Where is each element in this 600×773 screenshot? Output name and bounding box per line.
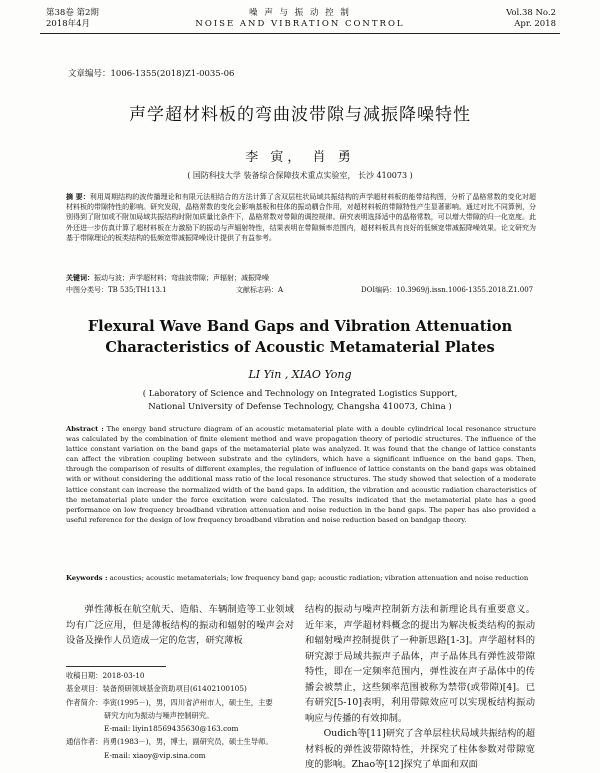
abstract-text-cn: 利用周期结构的波传播理论和有限元法相结合的方法计算了含双层柱状局域共振结构的声学超材料板的能带结构图，分析了晶格常数的变化对超材料板的带隙特性的影响。研究发现，晶格常数的变化会影响基板和柱体的振动耦合作用，对超材料板的带隙特性产生显著影响。通过对比不同算例，分别得到了附加或不附加局域共振结构时附加质量比条件下，晶格常数对带隙的调控规律。研究表明选择适中的晶格常数，可以增大带隙的归一化宽度。此外还进一步仿真计算了超材料板在力激励下的振动与声辐射特性，结果表明在带隙频率范围内，超材料板具有良好的低频宽带减振降噪效果。论文研究为基于带隙理论的板类结构的低频宽带减振降噪设计提供了有益参考。 — [66, 193, 537, 242]
journal-name-cn: 噪 声 与 振 动 控 制 — [249, 8, 351, 18]
date-cn: 2018年4月 — [46, 19, 91, 29]
journal-name — [40, 8, 560, 30]
chinese-keywords — [66, 273, 536, 283]
journal-volume-en — [506, 8, 556, 30]
english-authors: LI Yin , XIAO Yong — [248, 368, 352, 381]
abstract-label-en: Abstract : — [66, 425, 104, 433]
keywords-label-en: Keywords : — [66, 574, 108, 582]
english-affiliation — [0, 388, 600, 414]
volume-issue-en: Vol.38 No.2 — [506, 8, 556, 18]
fund-info: 基金项目：装备预研领域基金资助项目(61402100105) — [66, 684, 247, 694]
english-affiliation-line2: National University of Defense Technology, Changsha 410073, China ) — [148, 402, 452, 412]
doi: DOI编码：10.3969/j.issn.1006-1355.2018.Z1.007 — [361, 286, 534, 294]
body-column-left — [66, 602, 294, 649]
footnote — [66, 669, 296, 762]
body-paragraph: 结构的振动与噪声控制新方法和新理论具有重要意义。近年来，声学超材料概念的提出为解决板类结构的振动和辐射噪声控制提供了一种新思路[1-3]。声学超材料的研究源于局域共振声子晶体，声子晶体具有弹性波带隙特性，即在一定频率范围内，弹性波在声子晶体中的传播会被禁止，这些频率范围被称为禁带(或带隙)[4]。已有研究[5-10]表明，利用带隙效应可以实现板结构振动响应与传播的有效抑制。 — [305, 604, 535, 724]
chinese-authors: 李 寅， 肖 勇 — [245, 150, 355, 165]
received-date: 收稿日期：2018-03-10 — [66, 671, 145, 680]
header-rule — [40, 33, 560, 34]
running-header — [40, 6, 560, 38]
author-email: E-mail: liyin18569435630@163.com — [104, 724, 239, 734]
footnote-rule — [66, 666, 166, 667]
english-title-line2: Characteristics of Acoustic Metamaterial Plates — [105, 339, 495, 356]
author-bio-cont: 研究方向为振动与噪声控制研究。 — [104, 710, 214, 720]
keywords-label-cn: 关键词： — [66, 273, 94, 282]
body-paragraph: 弹性薄板在航空航天、造船、车辆制造等工业领域均有广泛应用，但是薄板结构的振动和辐射的噪声会对设备及操作人员造成一定的危害，研究薄板 — [66, 604, 294, 646]
english-title-line1: Flexural Wave Band Gaps and Vibration Attenuation — [87, 318, 513, 335]
body-paragraph: Oudich等[11]研究了含单层柱状局域共振结构的超材料板的弹性波带隙特性，并探究了柱体参数对带隙宽度的影响。Zhao等[12]探究了单面和双面 — [305, 728, 535, 770]
document-code: 文献标志码：A — [236, 286, 284, 294]
english-affiliation-line1: ( Laboratory of Science and Technology on Integrated Logistics Support, — [142, 389, 458, 399]
clc-number: 中图分类号：TB 535;TH113.1 — [66, 286, 167, 294]
body-column-right — [305, 602, 535, 773]
keywords-text-cn: 振动与波；声学超材料；弯曲波带隙；声辐射；减振降噪 — [94, 274, 269, 282]
journal-name-en: NOISE AND VIBRATION CONTROL — [195, 19, 405, 29]
english-keywords — [66, 573, 536, 583]
article-number: 文章编号：1006-1355(2018)Z1-0035-06 — [68, 69, 235, 79]
abstract-label-cn: 摘 要： — [66, 192, 90, 201]
date-en: Apr. 2018 — [514, 19, 556, 29]
volume-issue-cn: 第38卷 第2期 — [46, 8, 99, 18]
chinese-title: 声学超材料板的弯曲波带隙与减振降噪特性 — [129, 105, 471, 125]
chinese-abstract — [66, 192, 536, 243]
author-bio: 作者简介：李寅(1995－)，男，四川省泸州市人，硕士生，主要 — [66, 697, 273, 707]
corresponding-author: 通信作者：肖勇(1983－)，男，博士，副研究员，硕士生导师。 — [66, 737, 273, 747]
chinese-affiliation: ( 国防科技大学 装备综合保障技术重点实验室， 长沙 410073 ) — [187, 171, 413, 180]
corresponding-email: E-mail: xiaoy@vip.sina.com — [104, 750, 206, 760]
english-title — [0, 316, 600, 358]
keywords-text-en: acoustics; acoustic metamaterials; low frequency band gap; acoustic radiation; vibration attenuation and noise reduction — [109, 574, 529, 582]
abstract-text-en: The energy band structure diagram of an acoustic metamaterial plate with a double cylindrical local resonance structure was calculated by the combination of finite element method and wave propagation theory of periodic structures. The influence of the lattice constant variation on the band gaps of the metamaterial plate was analyzed. It was found that the change of lattice constants can affect the vibration coupling between substrate and the cylinders, which have a significant influence on the band gaps. Then, through the comparison of results of different examples, the regulation of influence of lattice constants on the band gaps was obtained with or without considering the additional mass ratio of the local resonance structures. The study showed that selection of a moderate lattice constant can increase the normalized width of the band gaps. In addition, the vibration and acoustic radiation characteristics of the metamaterial plate under the force excitation were calculated. The results indicated that the metamaterial plate has a good performance on low frequency broadband vibration attenuation and noise reduction in the band gaps. The paper has also provided a useful reference for the design of low frequency broadband vibration and noise reduction based on bandgap theory. — [66, 425, 536, 524]
english-abstract — [66, 424, 536, 525]
